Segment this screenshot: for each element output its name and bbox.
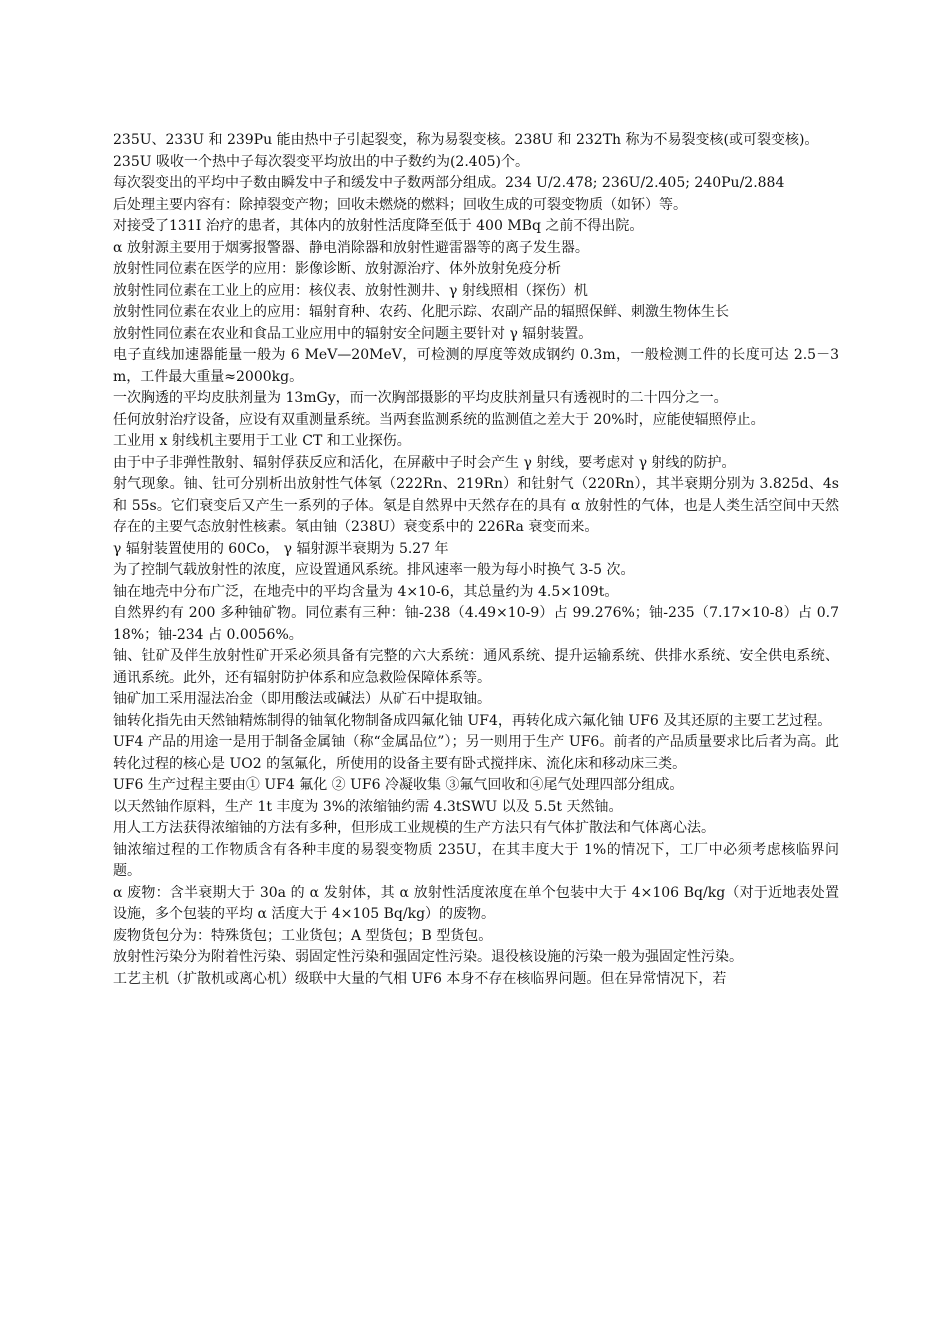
document-page	[113, 130, 839, 990]
paragraph: 工艺主机（扩散机或离心机）级联中大量的气相 UF6 本身不存在核临界问题。但在异常情况下，若	[113, 970, 727, 987]
paragraph: 铀浓缩过程的工作物质含有各种丰度的易裂变物质 235U，在其丰度大于 1%的情况下，工厂中必须考虑核临界问题。	[113, 841, 839, 879]
paragraph: 铀、钍矿及伴生放射性矿开采必须具备有完整的六大系统：通风系统、提升运输系统、供排水系统、安全供电系统、通讯系统。此外，还有辐射防护体系和应急救险保障体系等。	[113, 648, 839, 686]
paragraph: UF4 产品的用途一是用于制备金属铀（称“金属品位”）；另一则用于生产 UF6。前者的产品质量要求比后者为高。此转化过程的核心是 UO2 的氢氟化，所使用的设备主要有卧式搅拌床、流化床和移动床三类。	[113, 734, 839, 772]
paragraph: 铀在地壳中分布广泛，在地壳中的平均含量为 4×10-6，其总量约为 4.5×109t。	[113, 583, 619, 600]
paragraph: 任何放射治疗设备，应设有双重测量系统。当两套监测系统的监测值之差大于 20%时，应能使辐照停止。	[113, 411, 765, 428]
paragraph: 射气现象。铀、钍可分别析出放射性气体氡（222Rn、219Rn）和钍射气（220Rn），其半衰期分别为 3.825d、4s 和 55s。它们衰变后又产生一系列的子体。氡是自然界中天然存在的具有 α 放射性的气体，也是人类生活空间中天然存在的主要气态放射性核素。氡由铀（238U）衰变系中的 226Ra 衰变而来。	[113, 476, 839, 535]
paragraph: 由于中子非弹性散射、辐射俘获反应和活化，在屏蔽中子时会产生 γ 射线，要考虑对 γ 射线的防护。	[113, 454, 736, 471]
paragraph: 为了控制气载放射性的浓度，应设置通风系统。排风速率一般为每小时换气 3-5 次。	[113, 562, 635, 578]
paragraph: 工业用 x 射线机主要用于工业 CT 和工业探伤。	[113, 433, 411, 449]
paragraph: 后处理主要内容有：除掉裂变产物；回收未燃烧的燃料；回收生成的可裂变物质（如钚）等。	[113, 196, 687, 213]
paragraph: γ 辐射装置使用的 60Co， γ 辐射源半衰期为 5.27 年	[113, 540, 449, 557]
paragraph: 235U、233U 和 239Pu 能由热中子引起裂变，称为易裂变核。238U 和 232Th 称为不易裂变核(或可裂变核)。	[113, 132, 819, 148]
paragraph: 放射性同位素在农业上的应用：辐射育种、农药、化肥示踪、农副产品的辐照保鲜、刺激生物体生长	[113, 304, 729, 320]
paragraph: 电子直线加速器能量一般为 6 MeV—20MeV，可检测的厚度等效成钢约 0.3m，一般检测工件的长度可达 2.5－3m，工件最大重量≈2000kg。	[113, 347, 839, 385]
paragraph: 放射性同位素在农业和食品工业应用中的辐射安全问题主要针对 γ 辐射装置。	[113, 325, 593, 342]
paragraph: 自然界约有 200 多种铀矿物。同位素有三种：铀-238（4.49×10-9）占 99.276%；铀-235（7.17×10-8）占 0.718%；铀-234 占 0.0056%。	[113, 605, 839, 643]
paragraph: 铀矿加工采用湿法冶金（即用酸法或碱法）从矿石中提取铀。	[113, 691, 491, 707]
paragraph: 用人工方法获得浓缩铀的方法有多种，但形成工业规模的生产方法只有气体扩散法和气体离心法。	[113, 820, 715, 836]
paragraph: 对接受了131I 治疗的患者，其体内的放射性活度降至低于 400 MBq 之前不得出院。	[113, 218, 644, 234]
paragraph: 每次裂变出的平均中子数由瞬发中子和缓发中子数两部分组成。234 U/2.478; 236U/2.405; 240Pu/2.884	[113, 175, 785, 191]
paragraph: 一次胸透的平均皮肤剂量为 13mGy，而一次胸部摄影的平均皮肤剂量只有透视时的二十四分之一。	[113, 390, 728, 406]
paragraph: 放射性同位素在医学的应用：影像诊断、放射源治疗、体外放射免疫分析	[113, 261, 561, 277]
paragraph: 放射性同位素在工业上的应用：核仪表、放射性测井、γ 射线照相（探伤）机	[113, 282, 588, 299]
paragraph: 铀转化指先由天然铀精炼制得的铀氧化物制备成四氟化铀 UF4，再转化成六氟化铀 UF6 及其还原的主要工艺过程。	[113, 712, 832, 729]
paragraph: UF6 生产过程主要由① UF4 氟化 ② UF6 冷凝收集 ③氟气回收和④尾气处理四部分组成。	[113, 777, 684, 793]
paragraph: 放射性污染分为附着性污染、弱固定性污染和强固定性污染。退役核设施的污染一般为强固定性污染。	[113, 949, 743, 965]
paragraph: 235U 吸收一个热中子每次裂变平均放出的中子数约为(2.405)个。	[113, 153, 529, 170]
paragraph: α 废物：含半衰期大于 30a 的 α 发射体，其 α 放射性活度浓度在单个包装中大于 4×106 Bq/kg（对于近地表处置设施，多个包装的平均 α 活度大于 4×105 Bq/kg）的废物。	[113, 884, 839, 922]
paragraph: α 放射源主要用于烟雾报警器、静电消除器和放射性避雷器等的离子发生器。	[113, 239, 589, 256]
paragraph: 以天然铀作原料，生产 1t 丰度为 3%的浓缩铀约需 4.3tSWU 以及 5.5t 天然铀。	[113, 798, 623, 815]
paragraph: 废物货包分为：特殊货包；工业货包；A 型货包；B 型货包。	[113, 927, 493, 944]
